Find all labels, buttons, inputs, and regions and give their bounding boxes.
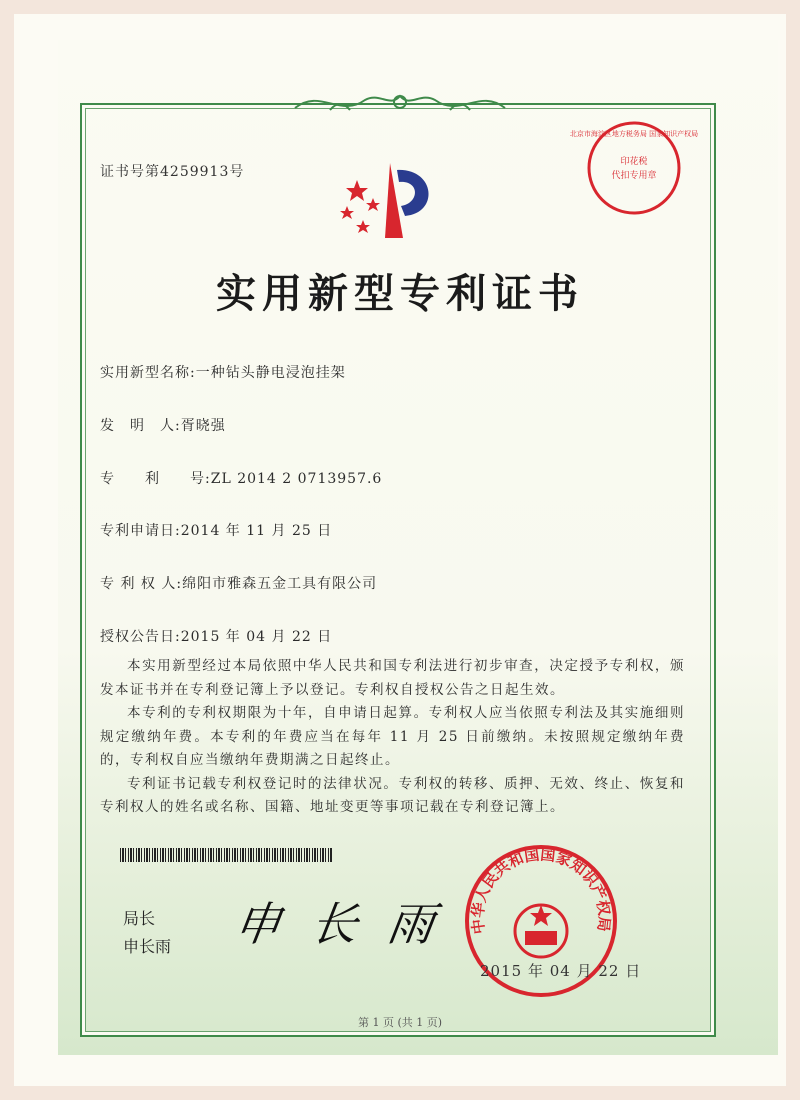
director-block	[123, 905, 171, 961]
top-ornament-icon	[290, 88, 510, 118]
svg-text:印花税: 印花税	[620, 157, 648, 167]
field-inventor: 发 明 人:胥晓强	[100, 418, 226, 434]
field-patent-number: 专 利 号:ZL 2014 2 0713957.6	[100, 471, 383, 487]
cnipa-logo-icon	[335, 158, 445, 243]
field-patentee: 专 利 权 人:绵阳市雅森五金工具有限公司	[100, 576, 378, 592]
paragraph: 本专利的专利权期限为十年，自申请日起算。专利权人应当依照专利法及其实施细则规定缴纳年费。本专利的年费应当在每年 11 月 25 日前缴纳。未按照规定缴纳年费的，专利权自应当缴纳年费期满之日起终止。	[100, 705, 685, 768]
barcode	[120, 848, 332, 862]
field-utility-model-name: 实用新型名称:一种钻头静电浸泡挂架	[100, 365, 346, 381]
page-title: 实用新型专利证书	[216, 270, 584, 317]
certificate-number: 证书号第4259913号	[100, 164, 245, 180]
page-footer: 第 1 页 (共 1 页)	[357, 1016, 443, 1029]
paragraph: 本实用新型经过本局依照中华人民共和国专利法进行初步审查，决定授予专利权，颁发本证书并在专利登记簿上予以登记。专利权自授权公告之日起生效。	[100, 658, 685, 698]
svg-text:中华人民共和国国家知识产权局: 中华人民共和国国家知识产权局	[468, 845, 614, 936]
tax-seal-stamp	[569, 118, 699, 218]
field-filing-date: 专利申请日:2014 年 11 月 25 日	[100, 523, 333, 539]
issue-date: 2015 年 04 月 22 日	[480, 962, 642, 980]
certificate-body-text	[100, 655, 685, 820]
director-signature: 申 长 雨	[230, 897, 446, 951]
svg-text:北京市海淀区地方税务局 国家知识产权局: 北京市海淀区地方税务局 国家知识产权局	[569, 130, 699, 138]
field-grant-date: 授权公告日:2015 年 04 月 22 日	[100, 629, 333, 645]
paragraph: 专利证书记载专利权登记时的法律状况。专利权的转移、质押、无效、终止、恢复和专利权人的姓名或名称、国籍、地址变更等事项记载在专利登记簿上。	[100, 775, 685, 815]
director-name: 申长雨	[123, 937, 172, 956]
svg-text:代扣专用章: 代扣专用章	[611, 171, 657, 181]
director-title: 局长	[123, 909, 156, 928]
